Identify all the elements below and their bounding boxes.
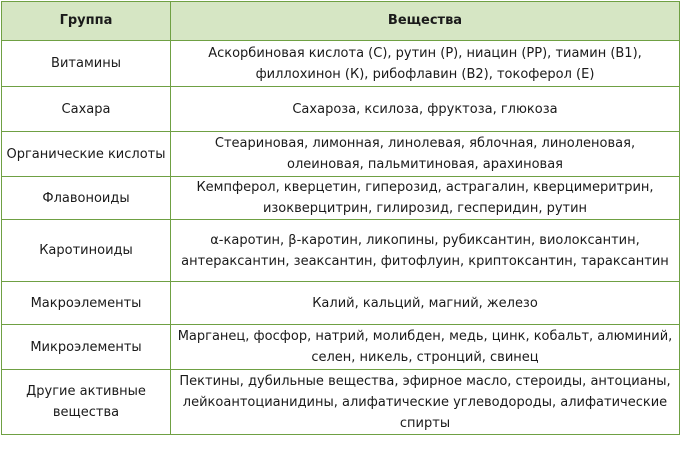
group-cell: Микроэлементы (2, 325, 171, 370)
table-row (2, 282, 680, 325)
substances-cell: Кемпферол, кверцетин, гиперозид, астрагалин, кверцимеритрин, изокверцитрин, гилирозид, гесперидин, рутин (171, 177, 680, 220)
table-row (2, 177, 680, 220)
group-cell: Каротиноиды (2, 220, 171, 282)
group-cell: Другие активные вещества (2, 370, 171, 435)
table-row (2, 325, 680, 370)
header-substances: Вещества (171, 2, 680, 41)
group-cell: Флавоноиды (2, 177, 171, 220)
group-cell: Витамины (2, 41, 171, 87)
substances-cell: α-каротин, β-каротин, ликопины, рубиксантин, виолоксантин, антераксантин, зеаксантин, фитофлуин, криптоксантин, тараксантин (171, 220, 680, 282)
group-cell: Сахара (2, 87, 171, 132)
substances-cell: Марганец, фосфор, натрий, молибден, медь, цинк, кобальт, алюминий, селен, никель, стронций, свинец (171, 325, 680, 370)
substances-cell: Аскорбиновая кислота (С), рутин (Р), ниацин (РР), тиамин (В1), филлохинон (К), рибофлавин (В2), токоферол (Е) (171, 41, 680, 87)
header-row (2, 2, 680, 41)
group-cell: Органические кислоты (2, 132, 171, 177)
table-row (2, 87, 680, 132)
table-row (2, 41, 680, 87)
table-row (2, 132, 680, 177)
group-cell: Макроэлементы (2, 282, 171, 325)
substances-cell: Пектины, дубильные вещества, эфирное масло, стероиды, антоцианы, лейкоантоцианидины, алифатические углеводороды, алифатические спирты (171, 370, 680, 435)
substances-cell: Калий, кальций, магний, железо (171, 282, 680, 325)
substances-cell: Сахароза, ксилоза, фруктоза, глюкоза (171, 87, 680, 132)
substances-table (1, 1, 680, 435)
table-row (2, 220, 680, 282)
header-group: Группа (2, 2, 171, 41)
substances-cell: Стеариновая, лимонная, линолевая, яблочная, линоленовая, олеиновая, пальмитиновая, арахиновая (171, 132, 680, 177)
table-row (2, 370, 680, 435)
